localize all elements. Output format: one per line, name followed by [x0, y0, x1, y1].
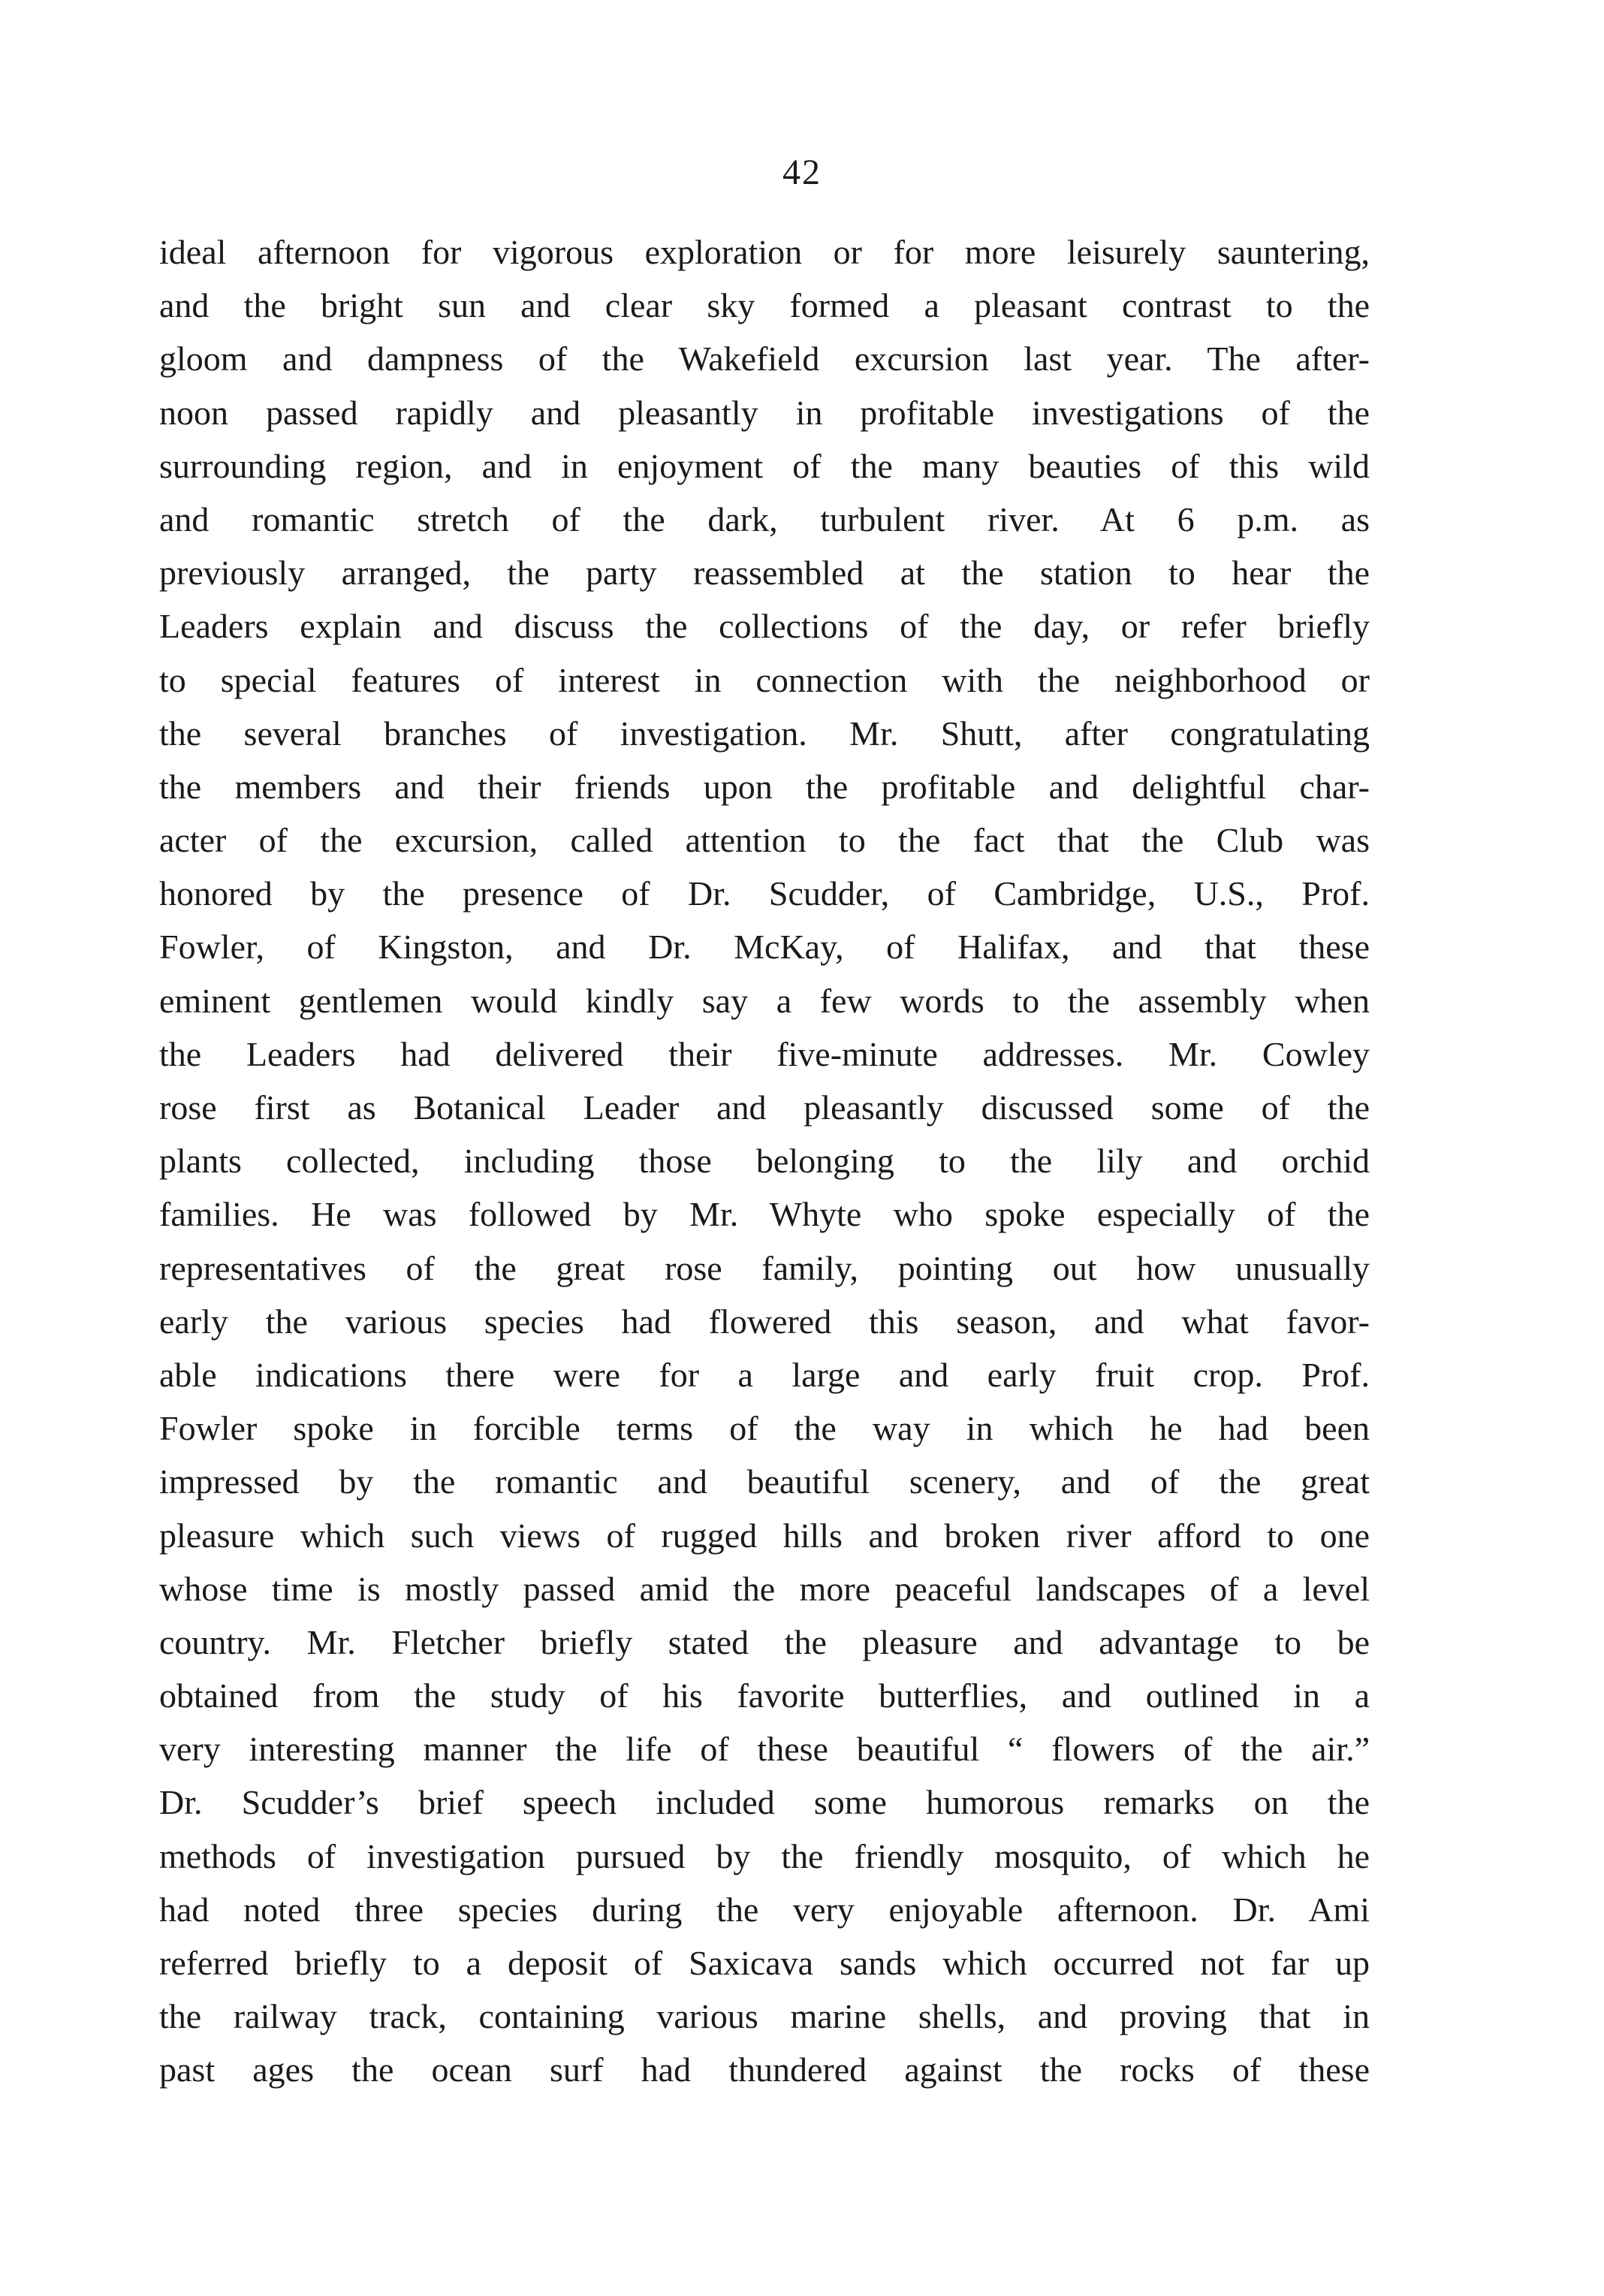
text-line: obtained from the study of his favorite butterflies, and outlined in a [159, 1676, 1370, 1715]
text-line: Fowler, of Kingston, and Dr. McKay, of Halifax, and that these [159, 928, 1370, 967]
text-line: to special features of interest in connection with the neighborhood or [159, 660, 1370, 699]
text-line: impressed by the romantic and beautiful scenery, and of the great [159, 1462, 1370, 1501]
text-line: the several branches of investigation. Mr. Shutt, after congratulating [159, 714, 1370, 753]
text-line: families. He was followed by Mr. Whyte who spoke especially of the [159, 1195, 1370, 1234]
text-line: country. Mr. Fletcher briefly stated the pleasure and advantage to be [159, 1622, 1370, 1661]
text-line: the Leaders had delivered their five-minute addresses. Mr. Cowley [159, 1034, 1370, 1073]
text-line: Fowler spoke in forcible terms of the way in which he had been [159, 1409, 1370, 1448]
text-line: methods of investigation pursued by the friendly mosquito, of which he [159, 1836, 1370, 1875]
text-line: noon passed rapidly and pleasantly in profitable investigations of the [159, 393, 1370, 432]
text-line: gloom and dampness of the Wakefield excursion last year. The after- [159, 339, 1370, 379]
text-line: early the various species had flowered this season, and what favor- [159, 1302, 1370, 1341]
text-line: acter of the excursion, called attention to the fact that the Club was [159, 821, 1370, 860]
text-line: the members and their friends upon the profitable and delightful char- [159, 767, 1370, 806]
text-line: representatives of the great rose family, pointing out how unusually [159, 1248, 1370, 1287]
text-line: past ages the ocean surf had thundered against the rocks of these [159, 2050, 1370, 2089]
text-line: had noted three species during the very enjoyable afternoon. Dr. Ami [159, 1890, 1370, 1929]
text-line: referred briefly to a deposit of Saxicava sands which occurred not far up [159, 1944, 1370, 1982]
page-number: 42 [782, 152, 822, 192]
text-line: Dr. Scudder’s brief speech included some humorous remarks on the [159, 1783, 1370, 1822]
text-line: very interesting manner the life of these beautiful “ flowers of the air.” [159, 1730, 1370, 1769]
text-line: and romantic stretch of the dark, turbulent river. At 6 p.m. as [159, 499, 1370, 539]
text-line: and the bright sun and clear sky formed a pleasant contrast to the [159, 286, 1370, 325]
text-line: eminent gentlemen would kindly say a few words to the assembly when [159, 981, 1370, 1020]
text-line: honored by the presence of Dr. Scudder, of Cambridge, U.S., Prof. [159, 874, 1370, 913]
text-line: the railway track, containing various marine shells, and proving that in [159, 1997, 1370, 2036]
text-line: plants collected, including those belonging to the lily and orchid [159, 1142, 1370, 1181]
text-line: Leaders explain and discuss the collections of the day, or refer briefly [159, 607, 1370, 646]
text-line: able indications there were for a large and early fruit crop. Prof. [159, 1355, 1370, 1394]
text-line: pleasure which such views of rugged hills and broken river afford to one [159, 1516, 1370, 1555]
text-line: whose time is mostly passed amid the more peaceful landscapes of a level [159, 1569, 1370, 1608]
text-line: surrounding region, and in enjoyment of the many beauties of this wild [159, 446, 1370, 485]
text-line: ideal afternoon for vigorous exploration or for more leisurely sauntering, [159, 233, 1370, 271]
text-line: rose first as Botanical Leader and pleasantly discussed some of the [159, 1088, 1370, 1127]
text-line: previously arranged, the party reassembled at the station to hear the [159, 554, 1370, 593]
body-text [159, 225, 1370, 2097]
